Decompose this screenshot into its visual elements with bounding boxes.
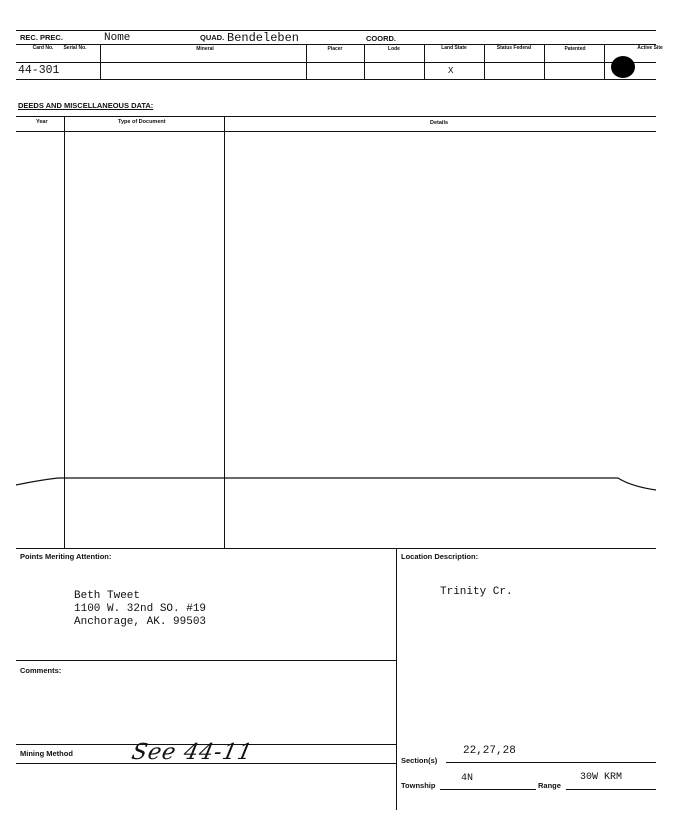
header-line-3: [16, 79, 656, 80]
mining-label: Mining Method: [20, 749, 73, 758]
points-line-1: Beth Tweet: [74, 590, 141, 602]
rec-prec-label: REC. PREC.: [20, 33, 63, 42]
top-border: [16, 30, 656, 31]
col-details: Details: [430, 120, 449, 126]
active-site-dot: [611, 56, 635, 78]
coord-label: COORD.: [366, 34, 396, 43]
col-serial-no: Serial No.: [63, 45, 87, 51]
header-line-1: [16, 44, 656, 45]
deeds-header-line: [16, 131, 656, 132]
section-label: Section(s): [401, 756, 438, 765]
points-line-2: 1100 W. 32nd SO. #19: [74, 603, 207, 615]
location-label: Location Description:: [401, 552, 479, 561]
col-divider: [364, 44, 365, 79]
section-value: 22,27,28: [463, 745, 516, 757]
col-mineral: Mineral: [196, 46, 214, 52]
fold-line: [0, 468, 678, 498]
rec-prec-value: Nome: [104, 32, 131, 44]
col-year: Year: [36, 119, 48, 125]
points-label: Points Meriting Attention:: [20, 552, 112, 561]
col-type: Type of Document: [118, 119, 166, 125]
comments-line: [16, 660, 396, 661]
comments-label: Comments:: [20, 666, 62, 675]
mining-underline: [16, 763, 396, 764]
township-underline: [440, 789, 536, 790]
col-divider: [604, 44, 605, 79]
township-label: Township: [401, 781, 436, 790]
quad-label: QUAD.: [200, 33, 225, 42]
col-active-site: Active Site: [637, 45, 663, 51]
lower-top-line: [16, 548, 656, 549]
col-divider: [100, 44, 101, 79]
col-status-federal: Status Federal: [496, 45, 532, 51]
header-line-2: [16, 62, 656, 63]
col-patented: Patented: [564, 46, 586, 52]
col-divider: [544, 44, 545, 79]
card-no-value: 44-301: [18, 64, 60, 77]
range-value: 30W KRM: [580, 772, 623, 783]
col-land-state: Land State: [441, 45, 467, 51]
lower-col-divider: [396, 548, 397, 810]
col-divider: [306, 44, 307, 79]
mining-handwritten: See 44-11: [129, 740, 256, 765]
location-value: Trinity Cr.: [440, 586, 513, 598]
section-underline: [446, 762, 656, 763]
land-state-mark: X: [448, 66, 454, 76]
col-placer: Placer: [327, 46, 343, 52]
range-label: Range: [538, 781, 561, 790]
deeds-title: DEEDS AND MISCELLANEOUS DATA:: [18, 101, 154, 110]
col-card-no: Card No.: [32, 45, 54, 51]
col-lode: Lode: [388, 46, 400, 52]
range-underline: [566, 789, 656, 790]
points-line-3: Anchorage, AK. 99503: [74, 616, 207, 628]
col-divider: [484, 44, 485, 79]
township-value: 4N: [461, 773, 474, 784]
col-divider: [424, 44, 425, 79]
quad-value: Bendeleben: [227, 31, 300, 45]
deeds-top-line: [16, 116, 656, 117]
